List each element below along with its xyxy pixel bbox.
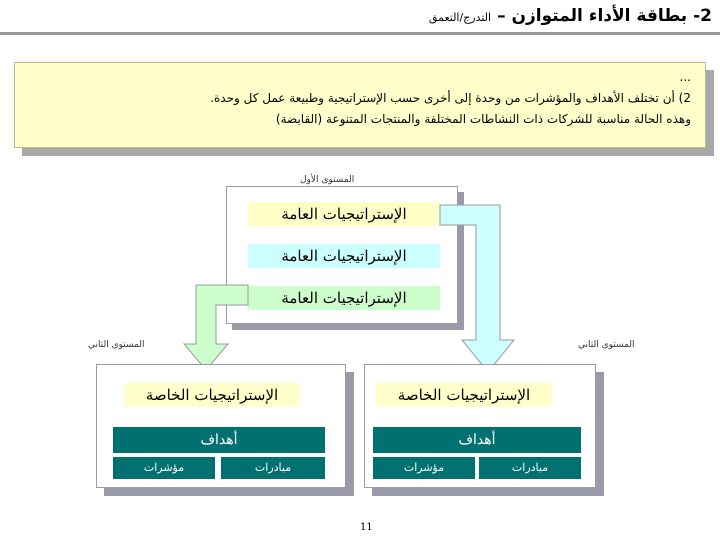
level-second-left-label: المستوى الثاني: [88, 340, 145, 350]
green-cascade-arrow: [184, 285, 248, 370]
right-indicators: مؤشرات: [372, 456, 476, 480]
level-second-right-label: المستوى الثاني: [578, 340, 635, 350]
note-line-1: 2) أن تختلف الأهداف والمؤشرات من وحدة إلى أخرى حسب الإستراتيجية وطبيعة عمل كل وحدة.: [210, 91, 691, 105]
left-indicators: مؤشرات: [112, 456, 216, 480]
right-initiatives: مبادرات: [478, 456, 582, 480]
right-goals: أهداف: [372, 426, 582, 454]
general-strategy-2: الإستراتيجيات العامة: [248, 244, 440, 268]
title-subtitle: التدرج/التعمق: [428, 11, 492, 24]
general-strategy-3: الإستراتيجيات العامة: [248, 286, 440, 310]
left-goals: أهداف: [112, 426, 326, 454]
level-first-label: المستوى الأول: [300, 175, 355, 185]
page-number: 11: [360, 522, 373, 533]
cyan-cascade-arrow: [440, 205, 514, 372]
title-text: 2- بطاقة الأداء المتوازن –: [497, 6, 712, 26]
general-strategy-1: الإستراتيجيات العامة: [248, 202, 440, 226]
note-ellipsis: ...: [679, 70, 691, 84]
left-specific-strategy: الإستراتيجيات الخاصة: [124, 383, 300, 407]
left-initiatives: مبادرات: [220, 456, 326, 480]
note-line-2: وهذه الحالة مناسبة للشركات ذات النشاطات المختلفة والمنتجات المتنوعة (القابضة): [275, 112, 691, 126]
right-specific-strategy: الإستراتيجيات الخاصة: [376, 383, 552, 407]
